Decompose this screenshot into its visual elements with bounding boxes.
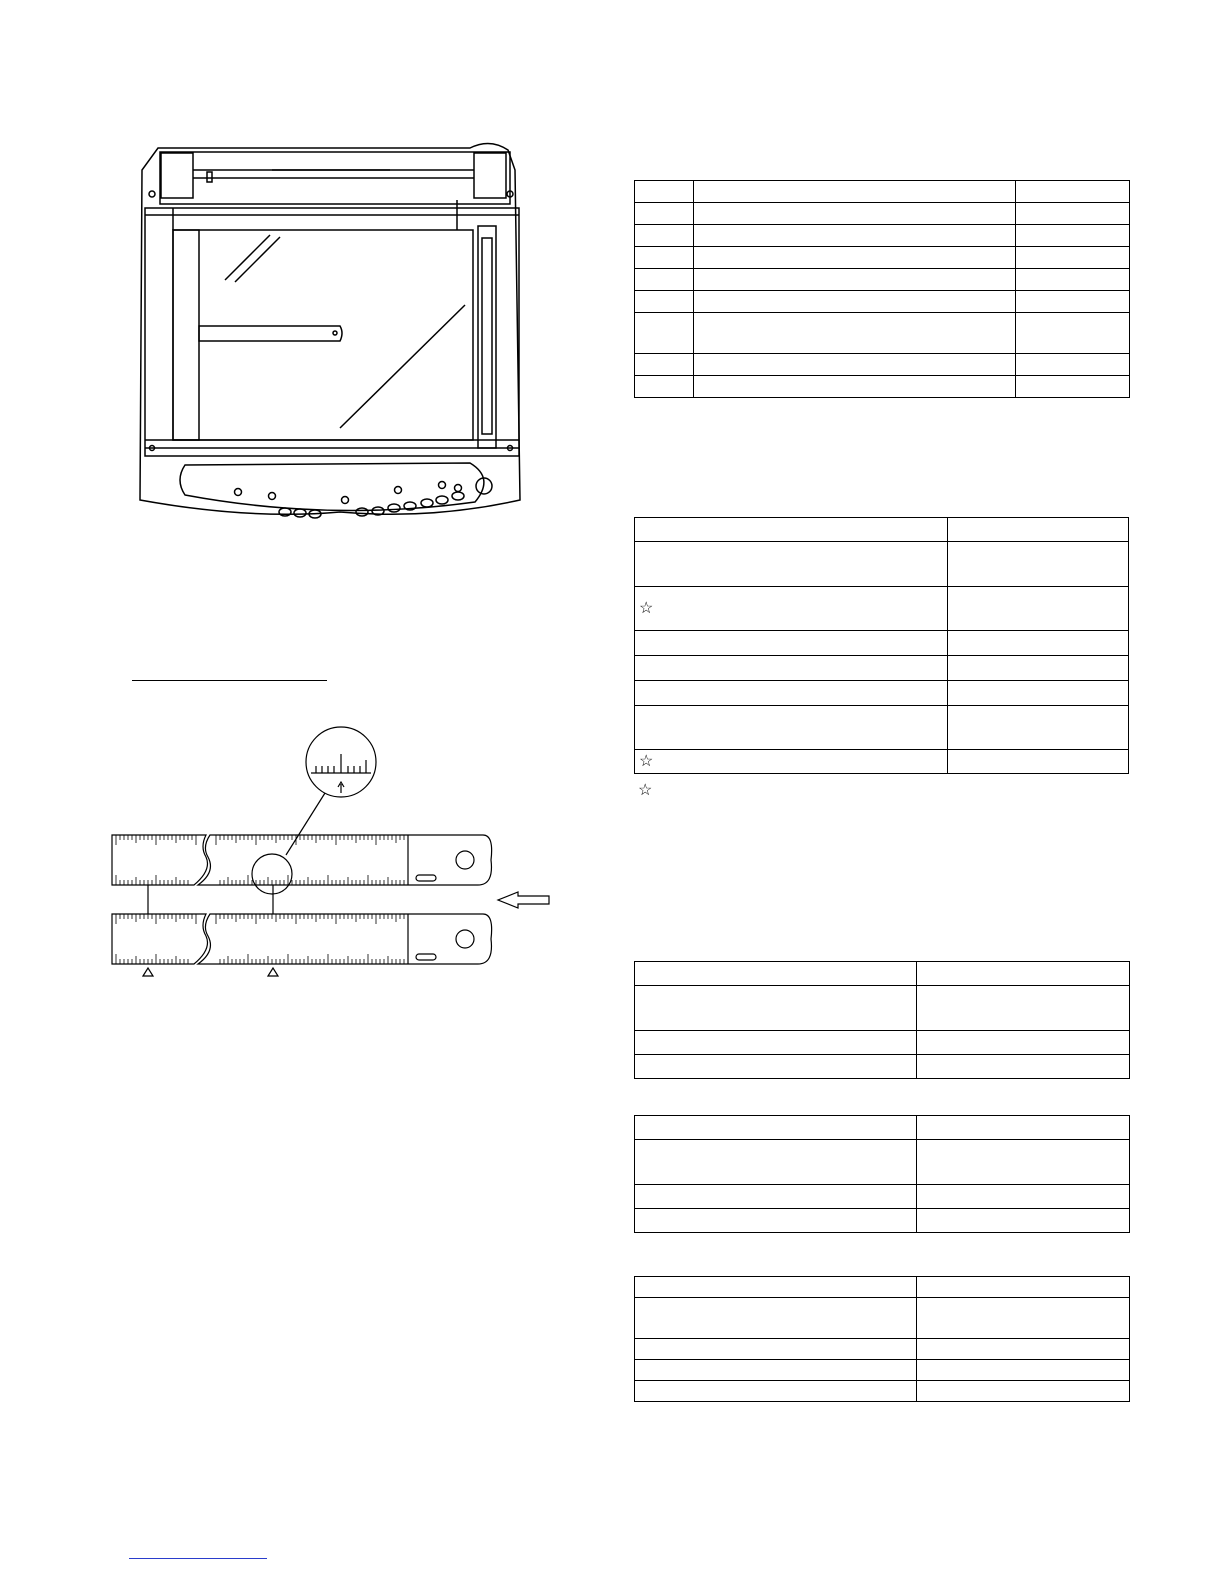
upper-ruler-right	[198, 835, 492, 885]
table-1	[634, 180, 1130, 398]
table-row	[635, 313, 1130, 354]
table-row	[635, 1381, 1130, 1402]
side-guide	[478, 226, 496, 448]
table-4	[634, 1115, 1130, 1233]
table-row	[635, 1055, 1130, 1079]
table-row	[635, 631, 1129, 656]
table-3	[634, 961, 1130, 1079]
table-row	[635, 1185, 1130, 1209]
upper-ruler-left	[112, 835, 208, 885]
table-row	[635, 962, 1130, 986]
heading-underline	[132, 680, 327, 681]
table-row	[635, 203, 1130, 225]
table-2	[634, 517, 1129, 774]
table-row	[635, 1277, 1130, 1298]
screw-top-left	[149, 191, 155, 197]
table-row	[635, 750, 1129, 774]
table-5	[634, 1276, 1130, 1402]
table-row	[635, 542, 1129, 587]
table-row	[635, 518, 1129, 542]
footnote-star-icon: ☆	[638, 782, 653, 799]
magnifier-ticks	[316, 754, 366, 773]
table-row	[635, 354, 1130, 376]
table-row	[635, 1116, 1130, 1140]
table-row	[635, 225, 1130, 247]
table-row	[635, 1298, 1130, 1339]
glass-frame	[145, 208, 519, 456]
ruler-drawing	[108, 722, 558, 982]
zoom-focus-circle	[252, 854, 292, 894]
table-row	[635, 1031, 1130, 1055]
left-hinge	[161, 153, 193, 198]
table-row	[635, 376, 1130, 398]
lower-ruler-right	[198, 914, 492, 964]
table-row	[635, 1209, 1130, 1233]
table-row	[635, 181, 1130, 203]
ruler-diagram-figure	[108, 722, 558, 982]
scanner-top-view-figure	[130, 130, 530, 525]
feed-direction-arrow	[498, 892, 549, 908]
table-row	[635, 269, 1130, 291]
right-hinge	[474, 153, 506, 198]
table-row	[635, 247, 1130, 269]
scanner-drawing	[130, 130, 530, 525]
magnifier-arrow	[338, 782, 344, 793]
star-icon: ☆	[639, 599, 654, 617]
star-icon: ☆	[639, 752, 654, 770]
ruler-ticks	[116, 835, 404, 964]
table-row	[635, 1140, 1130, 1185]
table-row	[635, 1339, 1130, 1360]
platen-glass	[173, 230, 473, 440]
table-row	[635, 1360, 1130, 1381]
lower-ruler-left	[112, 914, 208, 964]
table-row	[635, 291, 1130, 313]
table-row	[635, 986, 1130, 1031]
scanner-body-outline	[140, 143, 520, 514]
table-row	[635, 706, 1129, 750]
table-row	[635, 587, 1129, 631]
table-row	[635, 656, 1129, 681]
footer-link-underline[interactable]	[129, 1558, 267, 1559]
table-row	[635, 681, 1129, 706]
